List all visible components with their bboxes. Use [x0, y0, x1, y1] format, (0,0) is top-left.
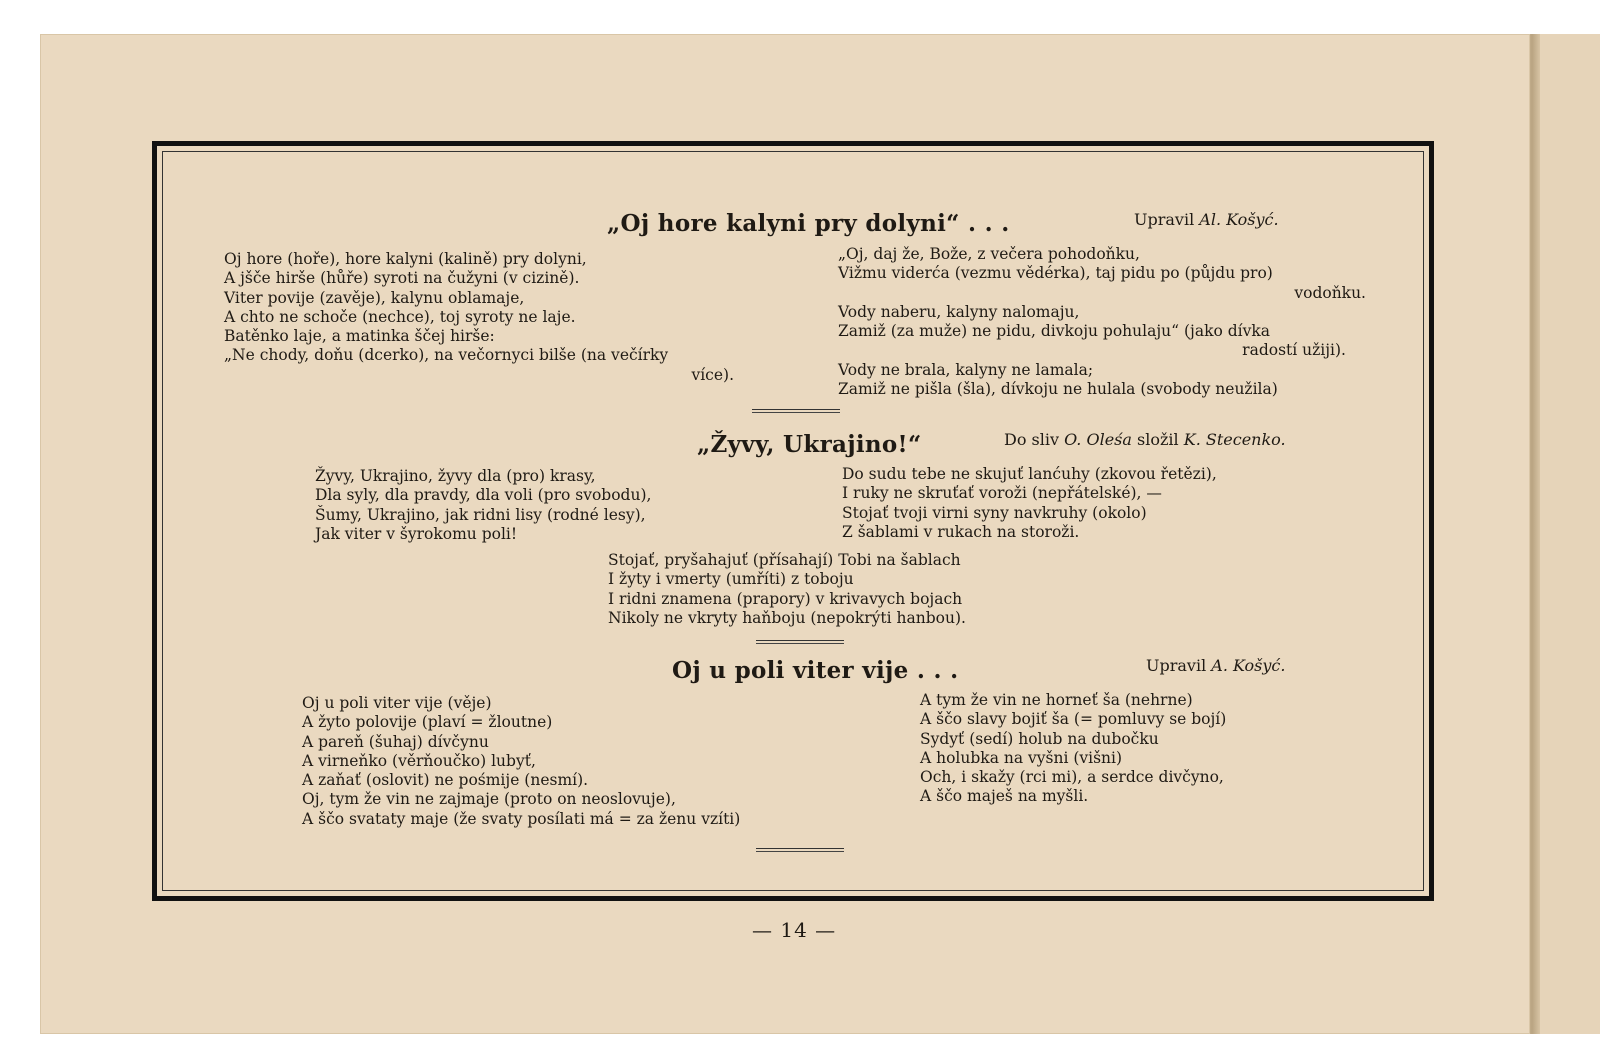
verse-line: A pareň (šuhaj) dívčynu	[302, 732, 489, 751]
verse-line: A jšče hirše (hůře) syroti na čužyni (v cizině).	[224, 269, 580, 288]
verse-line: A ščo maješ na myšli.	[920, 787, 1089, 806]
song2-title: „Žyvy, Ukrajino!“	[697, 431, 922, 458]
song1-title: „Oj hore kalyni pry dolyni“ . . .	[607, 210, 1010, 237]
next-page-edge	[1540, 34, 1600, 1034]
song3-right-stanza	[920, 691, 1226, 807]
verse-line: Zamiž (za muže) ne pidu, divkoju pohulaju“ (jako dívka	[838, 322, 1271, 341]
song2-lyricist: O. Oleśa	[1064, 430, 1132, 449]
verse-line: I ruky ne skruťať voroži (nepřátelské), —	[842, 484, 1162, 503]
verse-line: Oj u poli viter vije (věje)	[302, 694, 492, 712]
verse-line: Oj hore (hoře), hore kalyni (kalině) pry dolyni,	[224, 250, 587, 268]
song2-credit	[1004, 430, 1286, 449]
verse-line: Z šablami v rukach na storoži.	[842, 522, 1080, 541]
verse-line: Stojať, pryšahajuť (přísahají) Tobi na šablach	[608, 551, 961, 569]
verse-line: Šumy, Ukrajino, jak ridni lisy (rodné lesy),	[315, 505, 646, 524]
verse-line: A zaňať (oslovit) ne pośmije (nesmí).	[302, 771, 589, 790]
song1-credit-prefix: Upravil	[1134, 210, 1195, 229]
verse-line: A ščo slavy bojiť ša (= pomluvy se bojí)	[920, 710, 1227, 729]
verse-line: Sydyť (sedí) holub na dubočku	[920, 729, 1159, 748]
verse-line: Žyvy, Ukrajino, žyvy dla (pro) krasy,	[315, 467, 596, 485]
verse-line: radostí užiji).	[1242, 341, 1346, 360]
verse-line: A žyto polovije (plaví = žloutne)	[302, 713, 553, 732]
verse-line: I žyty i vmerty (umříti) z toboju	[608, 570, 854, 589]
verse-line: Oj, tym že vin ne zajmaje (proto on neoslovuje),	[302, 790, 676, 809]
verse-line: A chto ne schoče (nechce), toj syroty ne laje.	[224, 307, 576, 326]
verse-line: vodoňku.	[1294, 283, 1366, 302]
song1-right-stanza	[838, 245, 1366, 399]
section-divider	[756, 640, 844, 641]
song3-credit-prefix: Upravil	[1146, 656, 1207, 675]
verse-line: Jak viter v šyrokomu poli!	[315, 524, 518, 543]
song2-center-stanza	[608, 551, 966, 628]
verse-line: Vody naberu, kalyny nalomaju,	[838, 302, 1080, 321]
song2-composer: K. Stecenko.	[1183, 430, 1286, 449]
verse-line: Dla syly, dla pravdy, dla voli (pro svobodu),	[315, 486, 652, 505]
verse-line: „Oj, daj že, Bože, z večera pohodoňku,	[838, 245, 1140, 263]
verse-line: A virneňko (věrňoučko) lubyť,	[302, 751, 536, 770]
verse-line: „Ne chody, doňu (dcerko), na večornyci bilše (na večírky	[224, 346, 669, 365]
verse-line: A ščo svataty maje (že svaty posílati má = za ženu vzíti)	[302, 809, 741, 828]
song2-right-stanza	[842, 465, 1217, 542]
song3-credit-name: A. Košyć.	[1211, 656, 1286, 675]
verse-line: více).	[691, 365, 734, 384]
song2-credit-mid: složil	[1137, 430, 1179, 449]
song2-credit-prefix: Do sliv	[1004, 430, 1060, 449]
section-divider	[756, 848, 844, 849]
verse-line: Vody ne brala, kalyny ne lamala;	[838, 360, 1094, 379]
song3-credit	[1146, 656, 1285, 675]
song1-credit-name: Al. Košyć.	[1199, 210, 1279, 229]
page-number: — 14 —	[752, 918, 837, 942]
verse-line: Vižmu viderća (vezmu vědérka), taj pidu po (půjdu pro)	[838, 264, 1273, 283]
verse-line: A tym že vin ne horneť ša (nehrne)	[920, 691, 1193, 709]
verse-line: Och, i skažy (rci mi), a serdce divčyno,	[920, 768, 1224, 787]
verse-line: Batěnko laje, a matinka ščej hirše:	[224, 327, 495, 346]
song3-left-stanza	[302, 694, 740, 829]
verse-line: Do sudu tebe ne skujuť lanćuhy (zkovou řetězi),	[842, 465, 1217, 483]
verse-line: Zamiž ne pišla (šla), dívkoju ne hulala (svobody neužila)	[838, 380, 1278, 399]
verse-line: Stojať tvoji virni syny navkruhy (okolo)	[842, 503, 1147, 522]
verse-line: Viter povije (zavěje), kalynu oblamaje,	[224, 288, 525, 307]
verse-line: Nikoly ne vkryty haňboju (nepokrýti hanbou).	[608, 608, 966, 627]
song2-left-stanza	[315, 467, 651, 544]
verse-line: A holubka na vyšni (višni)	[920, 748, 1123, 767]
song3-title: Oj u poli viter vije . . .	[672, 657, 959, 684]
section-divider	[752, 409, 840, 410]
verse-line: I ridni znamena (prapory) v krivavych bojach	[608, 589, 963, 608]
song1-credit	[1134, 210, 1279, 229]
song1-left-stanza	[224, 250, 754, 385]
